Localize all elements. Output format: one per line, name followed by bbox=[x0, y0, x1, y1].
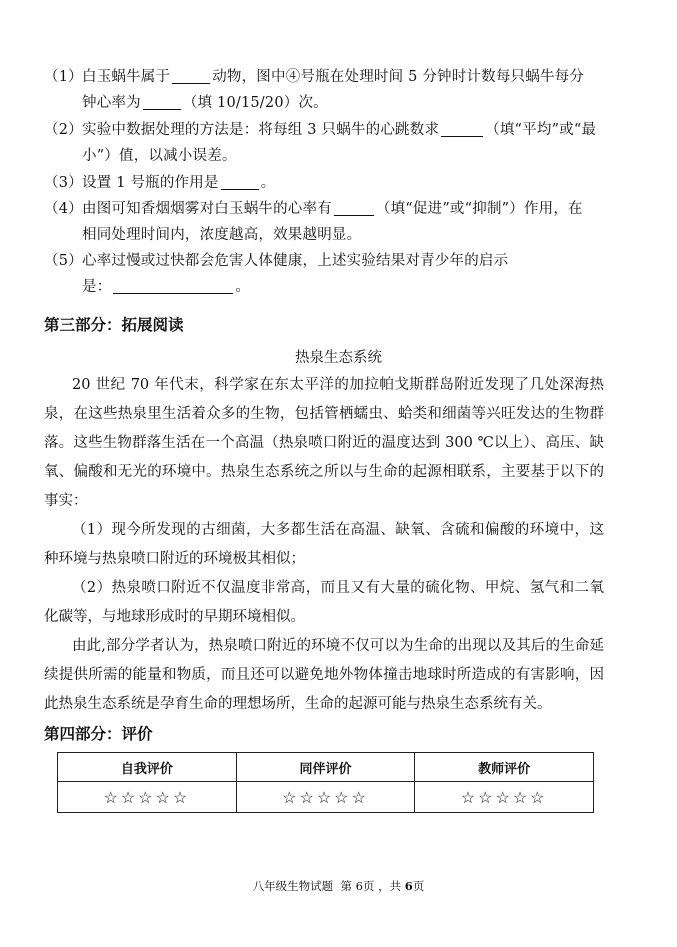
footer-label: 八年级生物试题 bbox=[252, 879, 334, 893]
article-paragraph-2: （1）现今所发现的古细菌，大多都生活在高温、缺氧、含硫和偏酸的环境中，这 种环境与热泉喷口附近的环境极其相似； bbox=[44, 522, 604, 567]
article-paragraph-1: 20 世纪 70 年代末，科学家在东太平洋的加拉帕戈斯群岛附近发现了几处深海热 泉，在这些热泉里生活着众多的生物，包括管栖蠕虫、蛤类和细菌等兴旺发达的生物群 落。这些生物群落生活在一个高温（热泉喷口附近的温度达到 300 ℃以上）、高压、缺 氧、偏酸和无光的环境中。热泉生态系统之所以与生命的起源相联系，主要基于以下的 事实： bbox=[44, 377, 604, 509]
answer-blank[interactable] bbox=[143, 92, 181, 110]
question-4: （4）由图可知香烟烟雾对白玉蜗牛的心率有 （填“促进”或“抑制”）作用，在 相同处理时间内，浓度越高，效果越明显。 bbox=[44, 196, 604, 248]
article-paragraph-4: 由此,部分学者认为，热泉喷口附近的环境不仅可以为生命的出现以及其后的生命延 续提供所需的能量和物质，而且还可以避免地外物体撞击地球时所造成的有害影响，因 此热泉生态系统是孕育生命的理想场所，生命的起源可能与热泉生态系统有关。 bbox=[44, 638, 604, 712]
answer-blank[interactable] bbox=[172, 66, 210, 84]
article-paragraph-3: （2）热泉喷口附近不仅温度非常高，而且又有大量的硫化物、甲烷、氢气和二氧 化碳等，与地球形成时的早期环境相似。 bbox=[44, 580, 604, 625]
header-teacher-evaluation: 教师评价 bbox=[415, 753, 594, 782]
question-2: （2）实验中数据处理的方法是：将每组 3 只蜗牛的心跳数求 （填“平均”或“最 小”）值，以减小误差。 bbox=[44, 117, 604, 169]
table-header-row bbox=[58, 753, 594, 782]
question-1: （1）白玉蜗牛属于 动物，图中④号瓶在处理时间 5 分钟时计数每只蜗牛每分 钟心率为 （填 10/15/20）次。 bbox=[44, 64, 604, 116]
answer-blank[interactable] bbox=[334, 198, 374, 216]
header-peer-evaluation: 同伴评价 bbox=[236, 753, 415, 782]
article-title: 热泉生态系统 bbox=[295, 350, 382, 366]
self-rating-stars[interactable]: ☆☆☆☆☆ bbox=[58, 782, 237, 813]
page-footer: 八年级生物试题 第 6页 ，共 6页 bbox=[252, 879, 425, 893]
question-number: （1） bbox=[44, 69, 83, 85]
answer-blank[interactable] bbox=[113, 276, 233, 294]
answer-blank[interactable] bbox=[221, 172, 259, 190]
question-number: （2） bbox=[44, 122, 83, 138]
table-row bbox=[58, 782, 594, 813]
header-self-evaluation: 自我评价 bbox=[58, 753, 237, 782]
question-number: （5） bbox=[44, 253, 83, 269]
section-heading: 第三部分：拓展阅读 bbox=[44, 316, 184, 334]
peer-rating-stars[interactable]: ☆☆☆☆☆ bbox=[236, 782, 415, 813]
section-heading: 第四部分：评价 bbox=[44, 725, 153, 743]
question-number: （3） bbox=[44, 175, 83, 191]
teacher-rating-stars[interactable]: ☆☆☆☆☆ bbox=[415, 782, 594, 813]
page-total: 6 bbox=[404, 879, 413, 893]
evaluation-table bbox=[57, 752, 594, 813]
answer-blank[interactable] bbox=[441, 119, 483, 137]
question-number: （4） bbox=[44, 201, 83, 217]
question-5: （5）心率过慢或过快都会危害人体健康，上述实验结果对青少年的启示 是： 。 bbox=[44, 248, 604, 300]
question-3: （3）设置 1 号瓶的作用是 。 bbox=[44, 170, 604, 196]
